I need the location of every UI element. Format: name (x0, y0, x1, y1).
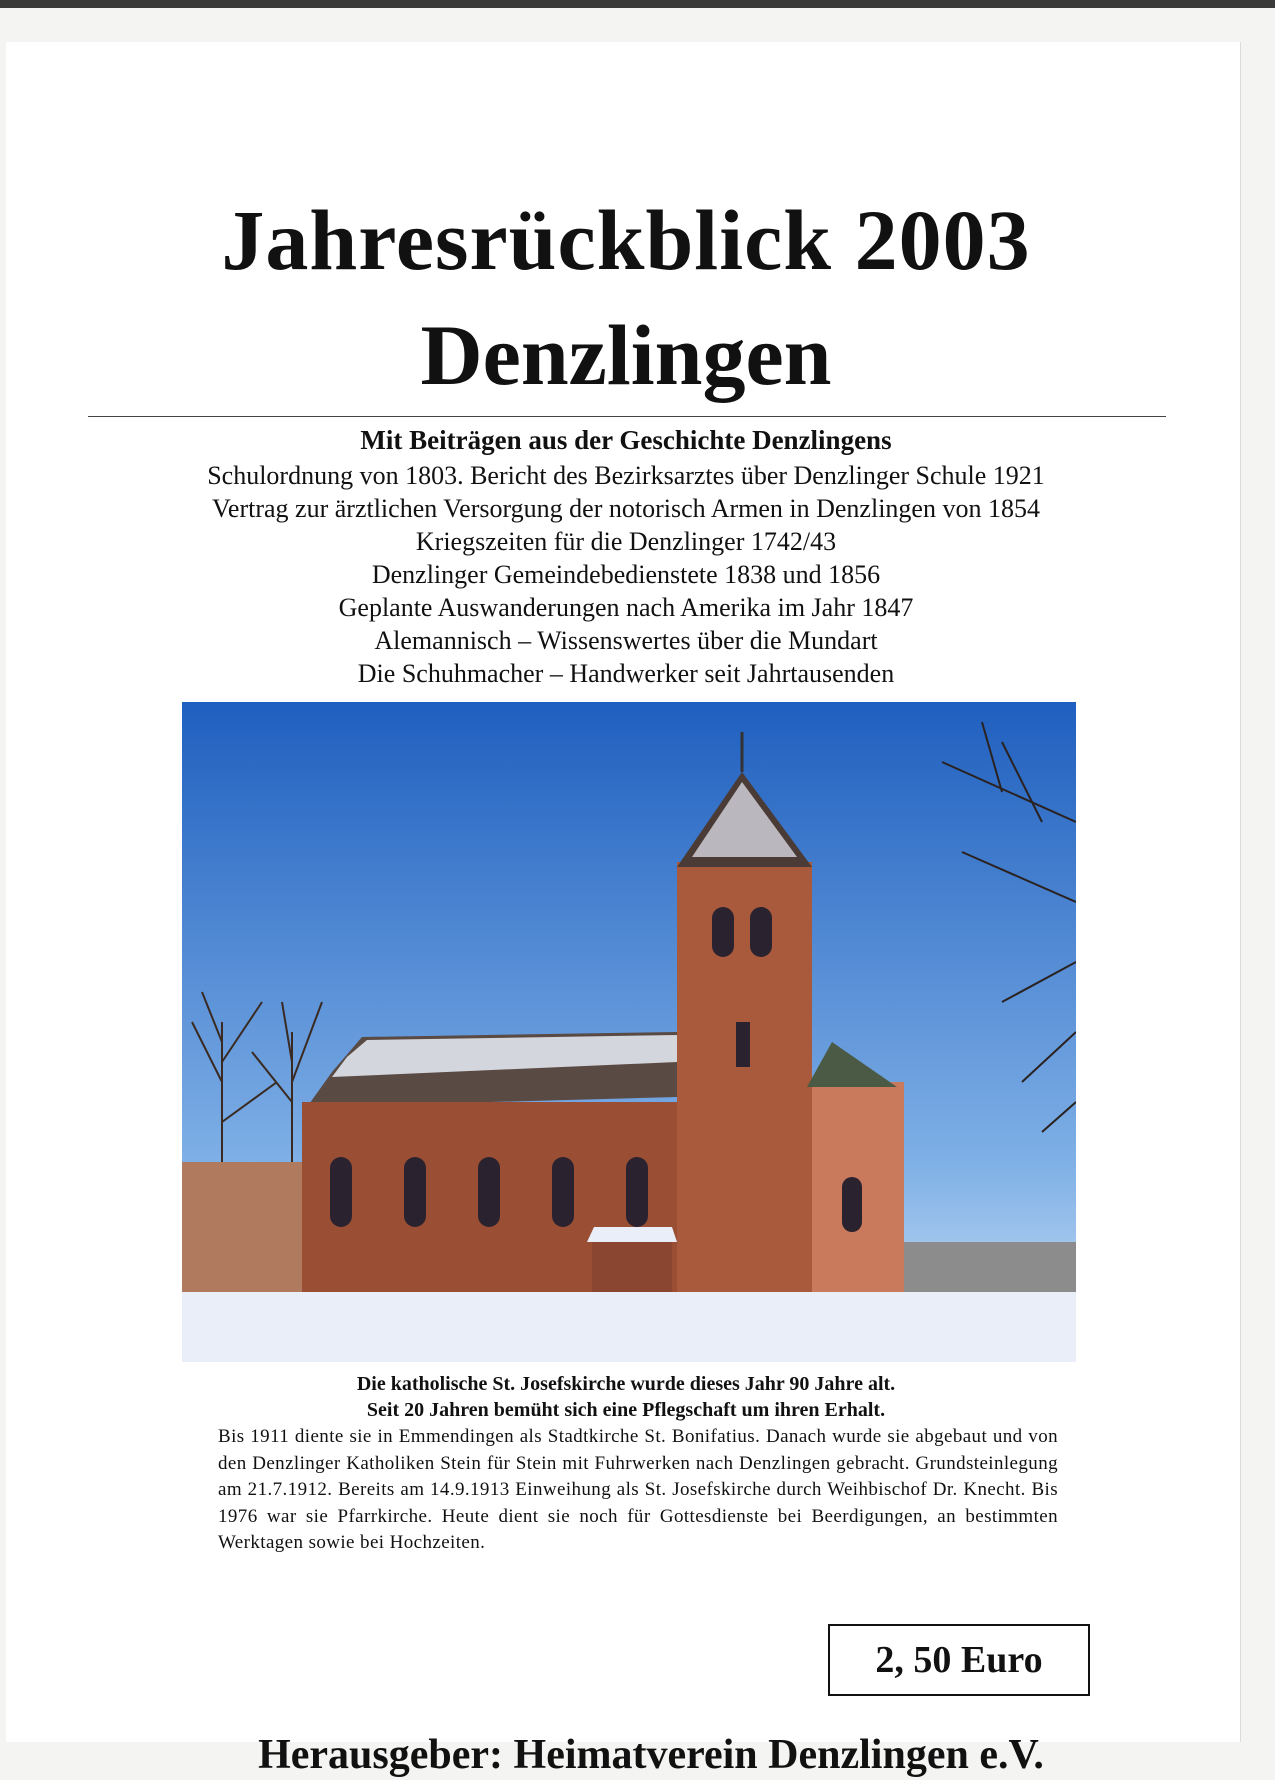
tower (677, 862, 812, 1302)
church-description: Bis 1911 diente sie in Emmendingen als Stadtkirche St. Bonifatius. Danach wurde sie abgebaut und von den Denzlinger Katholiken Stein für Stein mit Fuhrwerken nach Denzlingen gebracht. Grundsteinlegung am 21.7.1912. Bereits am 14.9.1913 Einweihung als St. Josefskirche durch Weihbischof Dr. Knecht. Bis 1976 war sie Pfarrkirche. Heute dient sie noch für Gottesdienste bei Beerdigungen, an bestimmten Werktagen sowie bei Hochzeiten. (218, 1426, 1058, 1553)
contents-item: Schulordnung von 1803. Bericht des Bezirksarztes über Denzlinger Schule 1921 (207, 461, 1045, 490)
contents-item: Vertrag zur ärztlichen Versorgung der notorisch Armen in Denzlingen von 1854 (212, 494, 1040, 523)
title-rule (88, 416, 1166, 417)
contents-item: Kriegszeiten für die Denzlinger 1742/43 (415, 527, 837, 556)
contents-item: Geplante Auswanderungen nach Amerika im Jahr 1847 (338, 593, 914, 622)
publisher-line: Herausgeber: Heimatverein Denzlingen e.V. (258, 1732, 1044, 1778)
title-line-1: Jahresrückblick 2003 (221, 192, 1031, 288)
price-box: 2, 50 Euro (828, 1624, 1090, 1696)
church-photo (182, 702, 1076, 1362)
snow-ground (182, 1292, 1076, 1362)
houses-left (182, 1162, 302, 1302)
subtitle: Mit Beiträgen aus der Geschichte Denzlingens (360, 425, 892, 455)
belfry-window-right (750, 907, 772, 957)
scan-top-edge (0, 0, 1275, 8)
photo-caption-line-1: Die katholische St. Josefskirche wurde dieses Jahr 90 Jahre alt. (356, 1373, 896, 1395)
apse-window (842, 1177, 862, 1232)
cover-page (6, 42, 1240, 1778)
belfry-window-left (712, 907, 734, 957)
title-line-2: Denzlingen (420, 307, 832, 403)
porch-roof (587, 1227, 677, 1242)
contents-item: Die Schuhmacher – Handwerker seit Jahrtausenden (357, 659, 895, 688)
contents-item: Alemannisch – Wissenswertes über die Mundart (374, 626, 878, 655)
contents-list (6, 459, 1246, 690)
contents-item: Denzlinger Gemeindebedienstete 1838 und 1856 (371, 560, 881, 589)
tower-window (736, 1022, 750, 1067)
photo-caption-line-2: Seit 20 Jahren bemüht sich eine Pflegschaft um ihren Erhalt. (366, 1399, 886, 1421)
